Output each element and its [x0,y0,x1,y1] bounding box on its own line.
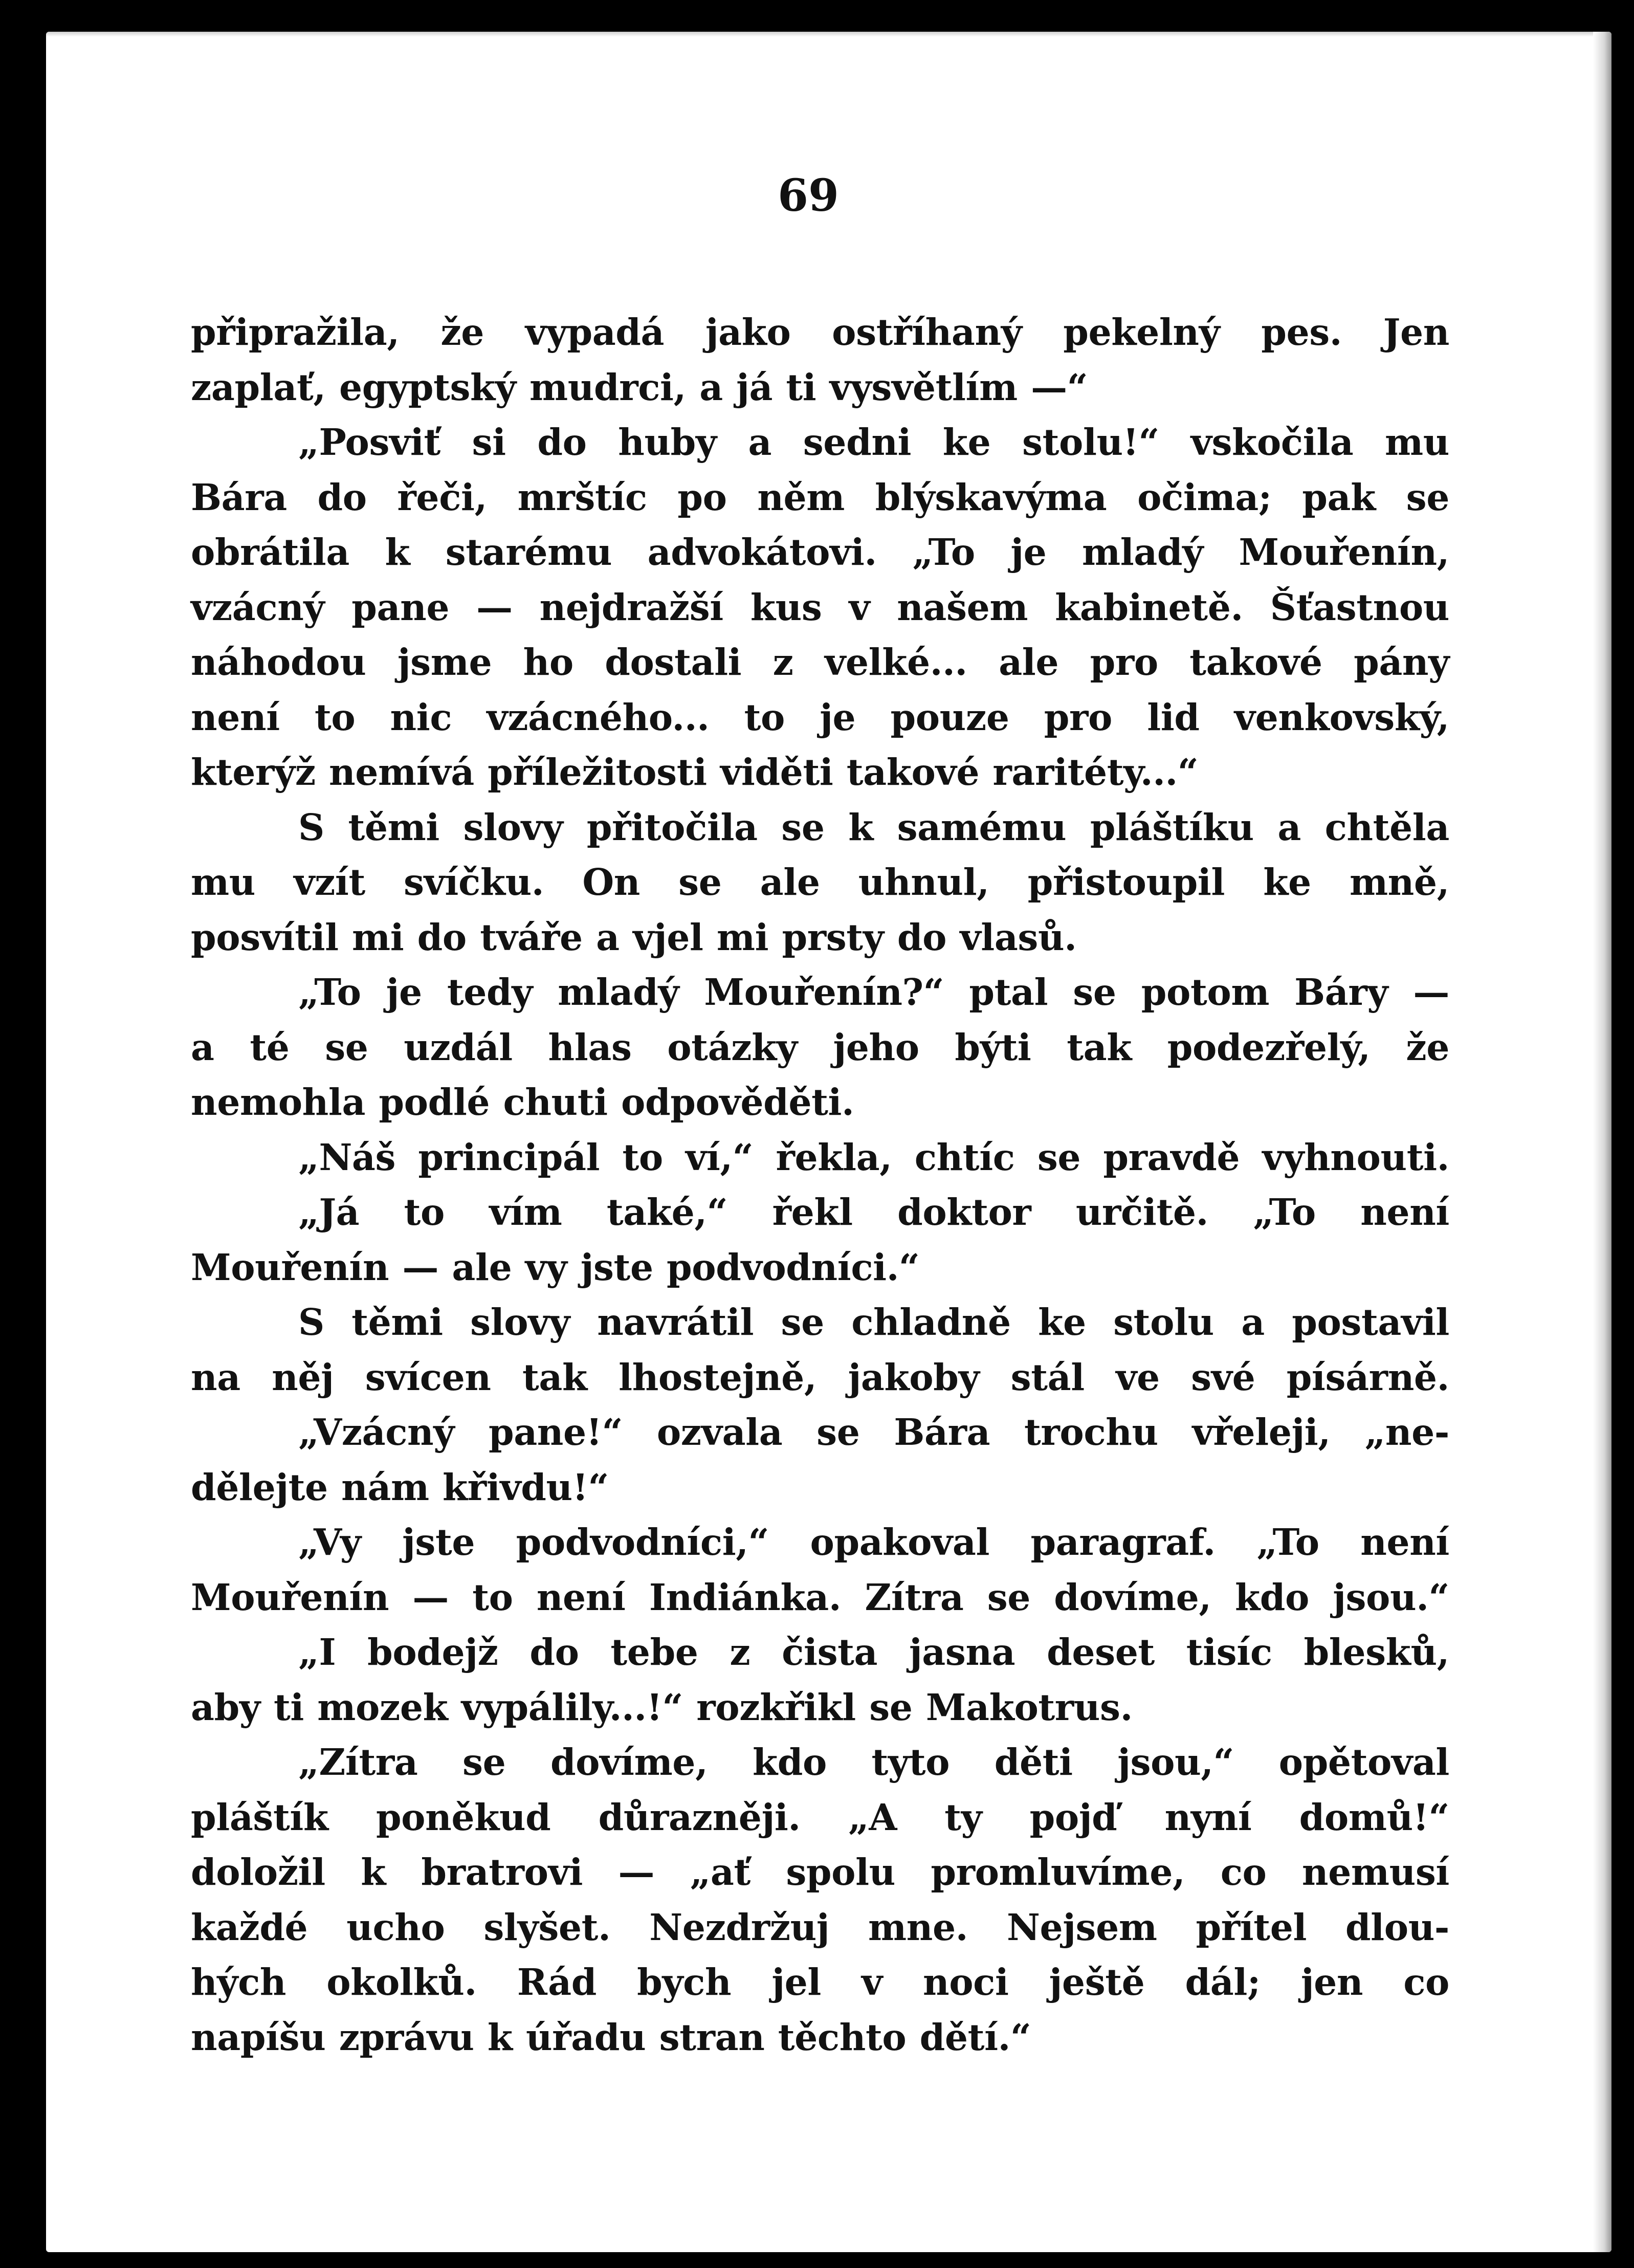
text-line: Mouřenín — to není Indiánka. Zítra se dovíme, kdo jsou.“ [191,1575,1449,1619]
text-line: každé ucho slyšet. Nezdržuj mne. Nejsem přítel dlou- [191,1905,1449,1949]
text-line: vzácný pane — nejdražší kus v našem kabinetě. Šťastnou [191,585,1449,629]
text-line: dělejte nám křivdu!“ [191,1465,609,1509]
text-line: „Zítra se dovíme, kdo tyto děti jsou,“ opětoval [298,1741,1449,1783]
text-line: není to nic vzácného... to je pouze pro lid venkovský, [191,695,1449,739]
text-line: doložil k bratrovi — „ať spolu promluvíme, co nemusí [191,1851,1449,1893]
text-line: Bára do řeči, mrštíc po něm blýskavýma očima; pak se [191,475,1449,519]
text-line: nemohla podlé chuti odpověděti. [191,1081,854,1124]
text-line: „Vy jste podvodníci,“ opakoval paragraf. „To není [298,1521,1449,1564]
book-page [46,32,1611,2252]
page-edge-shadow [1593,32,1611,2252]
text-line: S těmi slovy přitočila se k samému pláštíku a chtěla [298,805,1449,849]
text-line: na něj svícen tak lhostejně, jakoby stál ve své písárně. [191,1355,1449,1399]
text-line: náhodou jsme ho dostali z velké... ale pro takové pány [191,641,1449,684]
text-line: pláštík poněkud důrazněji. „A ty pojď nyní domů!“ [191,1795,1449,1839]
text-line: „Posviť si do huby a sedni ke stolu!“ vskočila mu [298,421,1449,464]
text-line: obrátila k starému advokátovi. „To je mladý Mouřenín, [191,531,1449,574]
text-line: kterýž nemívá příležitosti viděti takové raritéty...“ [191,751,1199,794]
page-top-shadow [46,32,1611,37]
text-line: hých okolků. Rád bych jel v noci ještě dál; jen co [191,1961,1449,2003]
text-line: S těmi slovy navrátil se chladně ke stolu a postavil [298,1301,1449,1344]
text-line: mu vzít svíčku. On se ale uhnul, přistoupil ke mně, [191,861,1449,904]
text-line: „To je tedy mladý Mouřenín?“ ptal se potom Báry — [298,971,1449,1014]
text-line: zaplať, egyptský mudrci, a já ti vysvětlím —“ [191,365,1088,409]
text-line: napíšu zprávu k úřadu stran těchto dětí.“ [191,2015,1031,2059]
text-line: a té se uzdál hlas otázky jeho býti tak podezřelý, že [191,1025,1449,1069]
text-line: „Vzácný pane!“ ozvala se Bára trochu vřeleji, „ne- [298,1411,1449,1454]
body-text [191,305,1449,2065]
text-line: aby ti mozek vypálily...!“ rozkřikl se Makotrus. [191,1685,1133,1729]
text-line: posvítil mi do tváře a vjel mi prsty do vlasů. [191,915,1077,959]
text-line: připražila, že vypadá jako ostříhaný pekelný pes. Jen [191,311,1449,354]
text-line: „I bodejž do tebe z čista jasna deset tisíc blesků, [298,1631,1449,1674]
text-line: „Já to vím také,“ řekl doktor určitě. „To není [298,1191,1449,1234]
text-line: „Náš principál to ví,“ řekla, chtíc se pravdě vyhnouti. [298,1135,1449,1179]
text-line: Mouřenín — ale vy jste podvodníci.“ [191,1245,920,1289]
page-number: 69 [778,170,839,222]
